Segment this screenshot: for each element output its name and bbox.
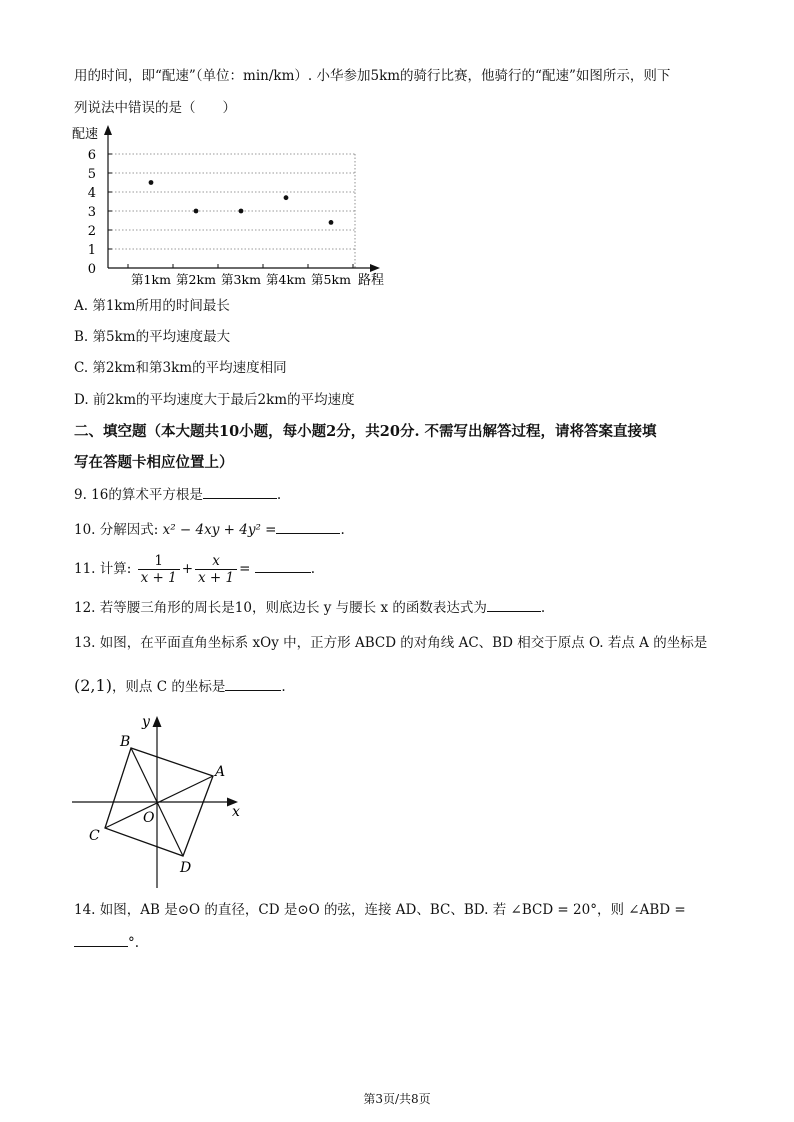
y-axis-label: 配速 (72, 127, 99, 142)
q11-denominator-1: x + 1 (140, 570, 177, 586)
y-tick-label: 6 (87, 148, 96, 163)
chart-axes (104, 125, 380, 272)
q10-answer-blank[interactable] (276, 519, 340, 534)
q12-end: . (540, 600, 546, 616)
y-tick-labels (88, 148, 96, 277)
pace-chart (70, 122, 400, 292)
q11-plus: + (181, 561, 194, 577)
q10-prefix: 10. 分解因式: (74, 522, 159, 538)
x-tick-label: 第1km (131, 272, 171, 287)
q14-end: °. (128, 935, 140, 951)
label-x: x (232, 804, 240, 820)
option-c: C. 第2km和第3km的平均速度相同 (74, 360, 287, 376)
y-tick-label: 0 (87, 262, 96, 277)
q11-end: . (310, 561, 316, 577)
q11-prefix: 11. 计算: (74, 561, 132, 577)
section2-heading-2: 写在答题卡相应位置上） (74, 454, 234, 471)
section2-heading-1: 二、填空题（本大题共10小题，每小题2分，共20分. 不需写出解答过程，请将答案直接填 (74, 423, 657, 440)
data-point (239, 209, 244, 214)
q13-end: . (281, 679, 286, 695)
q11-answer-blank[interactable] (255, 558, 311, 573)
q9-text: 9. 16的算术平方根是 (74, 487, 203, 503)
y-tick-label: 3 (87, 205, 96, 220)
q13-answer-blank[interactable] (225, 676, 281, 691)
question-9 (74, 484, 281, 505)
q14-answer-blank[interactable] (74, 932, 128, 947)
q11-denominator-2: x + 1 (198, 570, 235, 586)
intro-line-2: 列说法中错误的是（ ） (74, 100, 236, 116)
x-tick-label: 第2km (176, 272, 216, 287)
label-b: B (120, 734, 131, 750)
data-points (149, 180, 334, 225)
y-axis-arrow (104, 125, 112, 135)
question-11 (74, 552, 315, 586)
q9-answer-blank[interactable] (203, 484, 277, 499)
x-axis-arrow (370, 264, 380, 272)
q10-end: . (340, 522, 345, 538)
q11-numerator-1: 1 (138, 553, 180, 570)
q13-line-1: 13. 如图，在平面直角坐标系 xOy 中，正方形 ABCD 的对角线 AC、BD 相交于原点 O. 若点 A 的坐标是 (74, 635, 708, 651)
question-10 (74, 519, 345, 540)
data-point (284, 195, 289, 200)
q9-end: . (276, 487, 282, 503)
label-o: O (143, 810, 155, 826)
x-tick-label: 第3km (221, 272, 261, 287)
x-axis-label: 路程 (358, 273, 385, 288)
question-14-line-2 (74, 932, 139, 953)
y-tick-label: 2 (87, 224, 96, 239)
question-13-line-2 (74, 676, 286, 697)
question-12 (74, 597, 545, 618)
data-point (149, 180, 154, 185)
option-d: D. 前2km的平均速度大于最后2km的平均速度 (74, 392, 355, 408)
q13-text-rest: ，则点 C 的坐标是 (111, 679, 226, 695)
x-tick-label: 第5km (311, 272, 351, 287)
option-a: A. 第1km所用的时间最长 (74, 298, 230, 314)
label-c: C (89, 828, 100, 844)
data-point (194, 209, 199, 214)
label-d: D (180, 860, 192, 876)
x-tick-labels (131, 272, 351, 287)
square-diagram (68, 708, 258, 894)
label-y: y (142, 714, 150, 730)
q12-answer-blank[interactable] (487, 597, 541, 612)
q11-numerator-2: x (195, 553, 237, 570)
q14-line-1: 14. 如图，AB 是⊙O 的直径，CD 是⊙O 的弦，连接 AD、BC、BD. 若 ∠BCD = 20°，则 ∠ABD = (74, 902, 686, 918)
y-tick-label: 5 (87, 167, 96, 182)
q11-equals: = (239, 561, 251, 577)
y-tick-label: 1 (87, 243, 96, 258)
option-b: B. 第5km的平均速度最大 (74, 329, 231, 345)
label-a: A (215, 764, 226, 780)
intro-line-1: 用的时间，即“配速”（单位：min/km）. 小华参加5km的骑行比赛，他骑行的“配速”如图所示，则下 (74, 68, 671, 84)
q12-text: 12. 若等腰三角形的周长是10，则底边长 y 与腰长 x 的函数表达式为 (74, 600, 487, 616)
data-point (329, 220, 334, 225)
q13-coordinate: (2,1) (74, 676, 112, 695)
y-axis-arrow (153, 716, 162, 727)
x-tick-label: 第4km (266, 272, 306, 287)
q10-expression: x² − 4xy + 4y² = (162, 522, 277, 538)
q11-fraction-2 (195, 553, 237, 586)
y-tick-label: 4 (87, 186, 96, 201)
chart-grid (108, 154, 355, 268)
q11-fraction-1 (138, 553, 180, 586)
page-footer: 第3页/共8页 (363, 1092, 431, 1106)
